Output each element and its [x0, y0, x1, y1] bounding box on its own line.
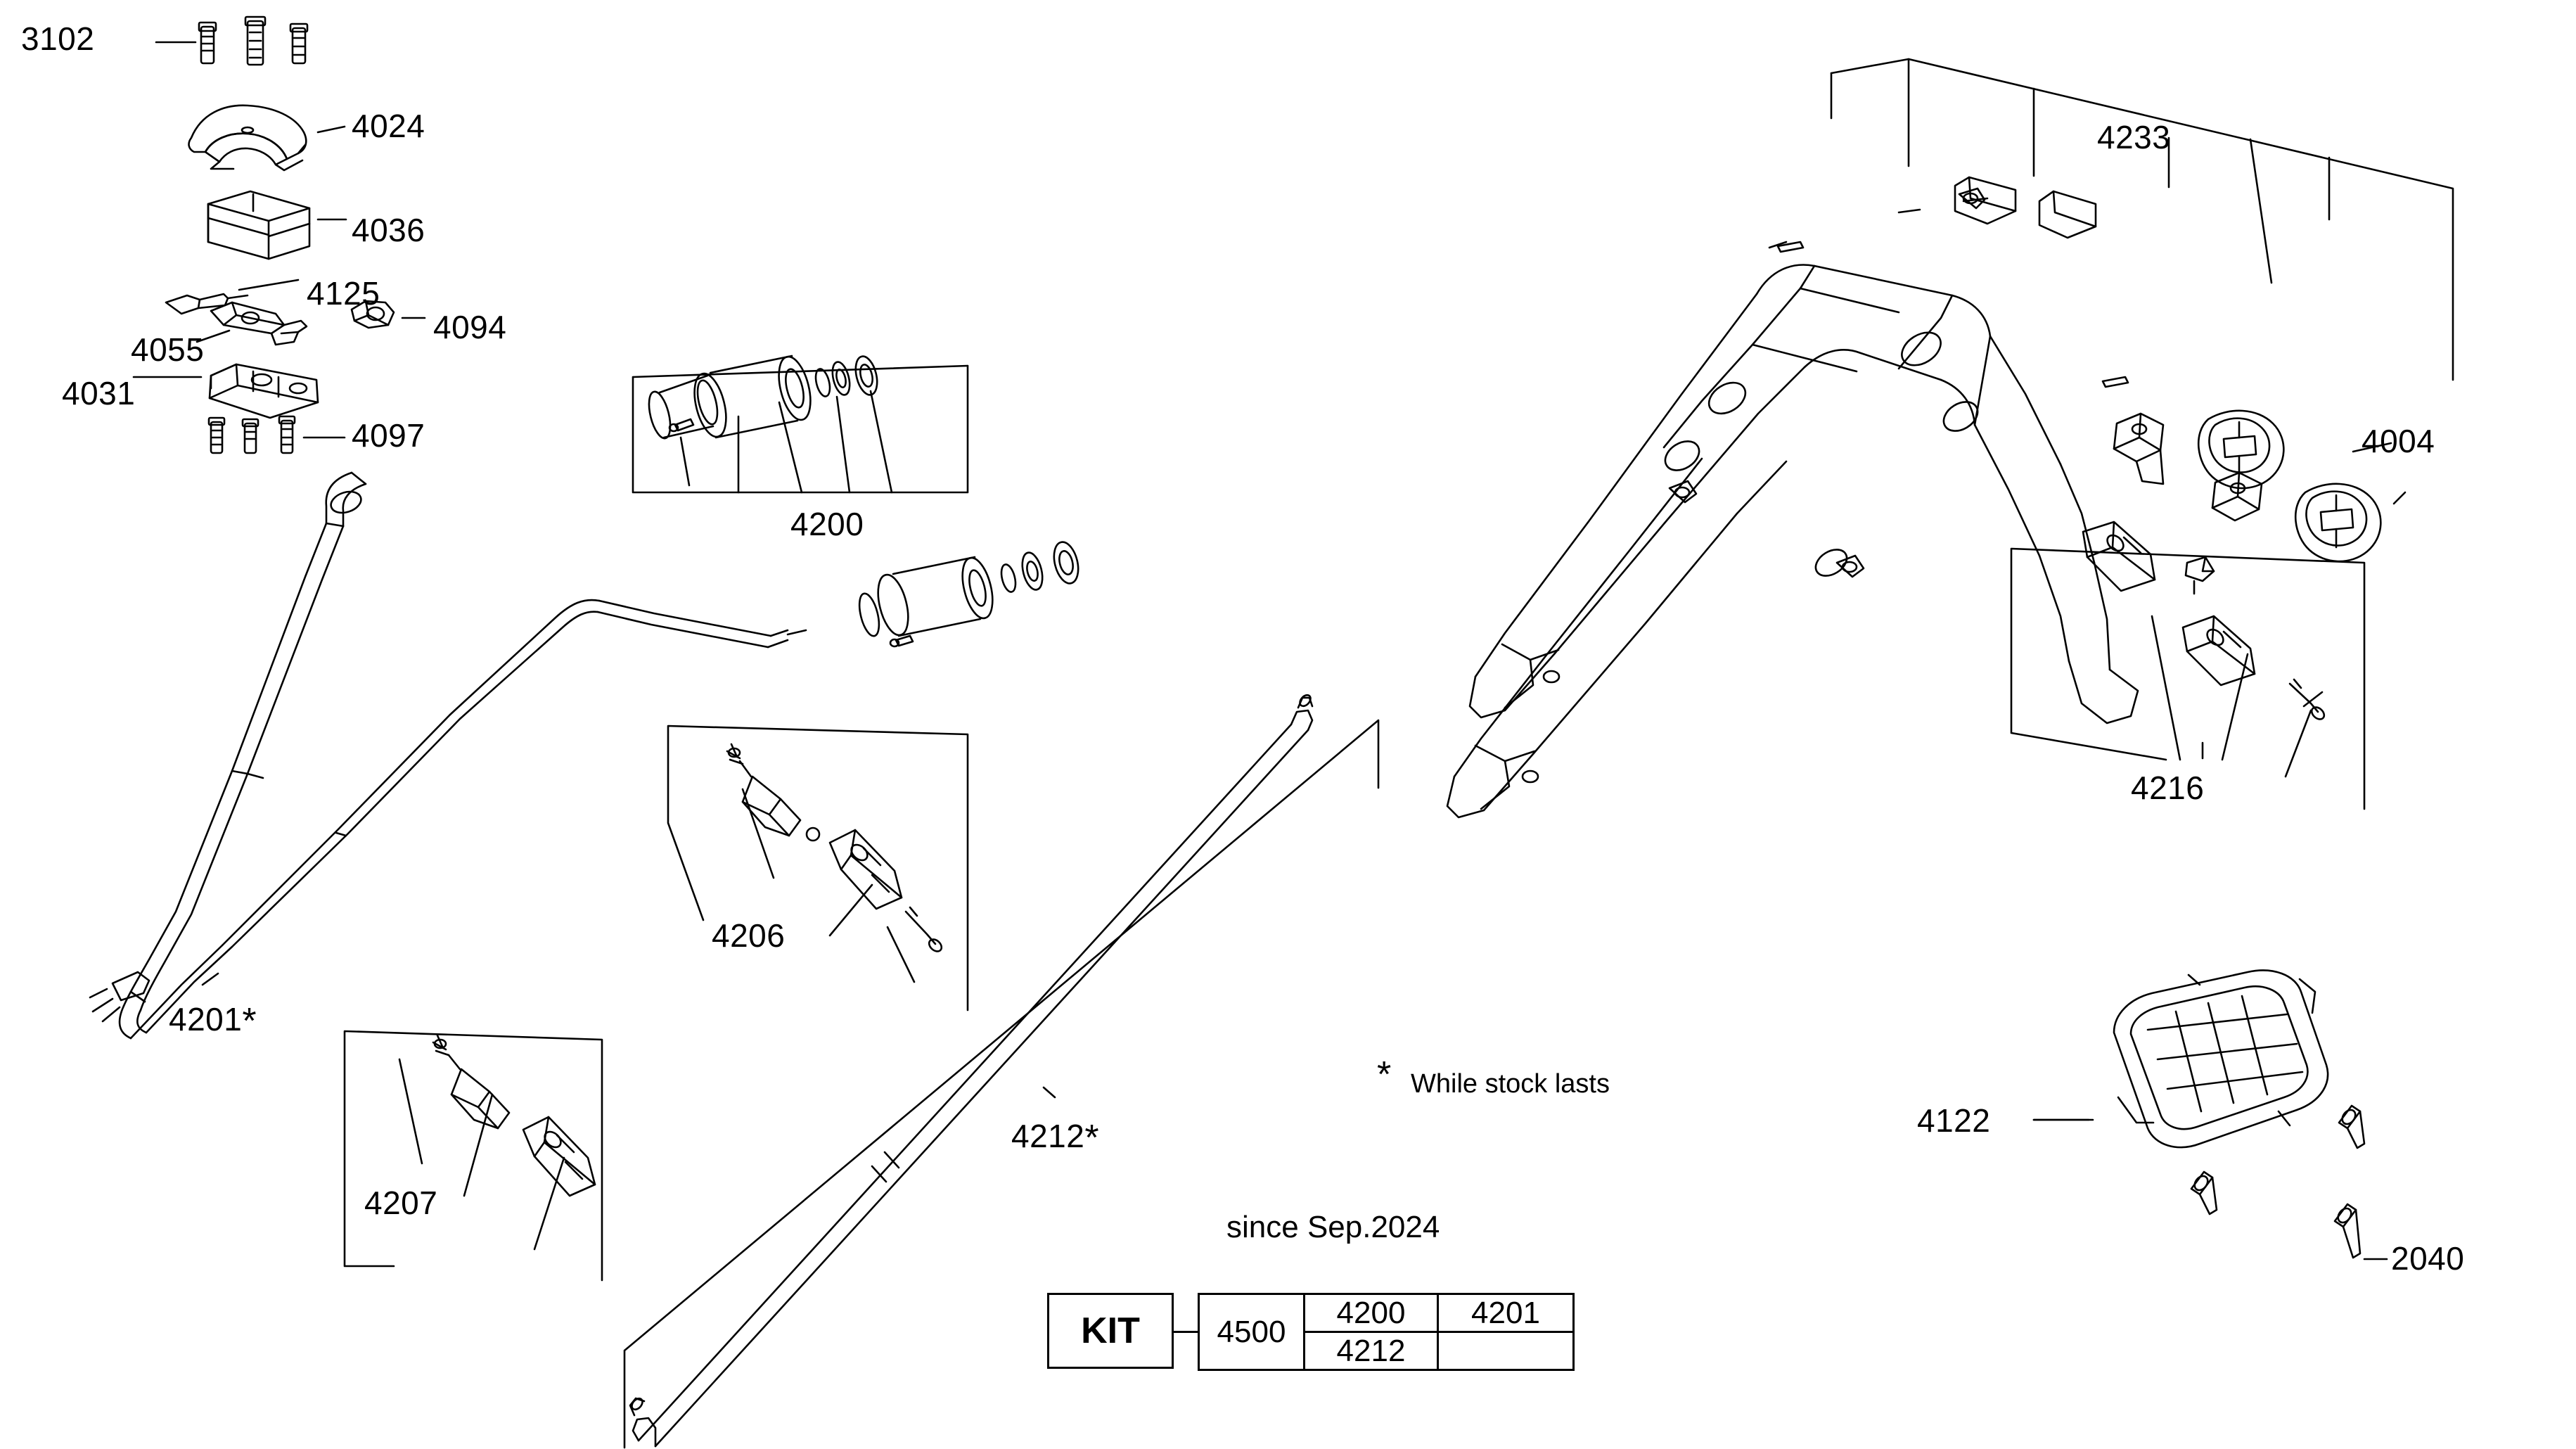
callout-4201	[169, 1000, 257, 1042]
stock-star-4201: *	[242, 1001, 257, 1042]
kit-cell: 4201	[1471, 1295, 1540, 1330]
callout-label: 4097	[352, 417, 425, 454]
callout-label: 4206	[712, 917, 786, 954]
kit-label: KIT	[1081, 1310, 1140, 1351]
callout-label: 4125	[307, 275, 380, 312]
callout-4233	[2097, 118, 2170, 156]
callout-4024	[352, 107, 425, 145]
callout-label: 4036	[352, 212, 425, 248]
callout-4097	[352, 416, 425, 454]
while-stock-lasts-note: While stock lasts	[1411, 1069, 1610, 1099]
callout-4031	[62, 374, 135, 412]
kit-cell: 4212	[1305, 1333, 1439, 1369]
callout-2040	[2391, 1239, 2464, 1277]
callout-4212	[1011, 1117, 1100, 1158]
kit-label-box	[1047, 1293, 1174, 1369]
callout-label: 4200	[790, 506, 864, 542]
kit-number-cell	[1200, 1295, 1305, 1369]
callout-4036	[352, 211, 425, 249]
callout-label: 4201	[169, 1001, 243, 1038]
callout-4207	[364, 1184, 437, 1222]
kit-table	[1047, 1293, 1575, 1371]
callout-label: 4024	[352, 108, 425, 144]
while-stock-lasts-star: *	[1377, 1054, 1392, 1095]
callout-4122	[1917, 1102, 1990, 1140]
callout-label: 4216	[2131, 770, 2205, 806]
callout-4216	[2131, 769, 2204, 807]
kit-cell: 4200	[1305, 1295, 1439, 1331]
kit-parts-grid	[1305, 1295, 1572, 1369]
callout-label: 4094	[433, 309, 507, 345]
callout-4004	[2362, 422, 2435, 460]
callout-label: 4233	[2097, 119, 2171, 155]
stock-star-4212: *	[1084, 1118, 1100, 1158]
callout-4094	[433, 308, 506, 346]
callout-label: 2040	[2391, 1240, 2465, 1277]
kit-number: 4500	[1217, 1314, 1286, 1349]
kit-row	[1305, 1295, 1572, 1333]
callout-label: 4212	[1011, 1118, 1085, 1154]
callout-label: 4122	[1917, 1102, 1991, 1139]
callout-label: 4004	[2362, 423, 2435, 459]
since-date-note: since Sep.2024	[1226, 1210, 1440, 1244]
callout-3102	[21, 20, 94, 58]
callout-label: 4055	[131, 331, 205, 368]
callout-label: 4031	[62, 375, 136, 411]
callout-4055	[131, 331, 204, 369]
callout-label: 3102	[21, 20, 95, 57]
kit-cell	[1439, 1333, 1572, 1369]
kit-connector-line	[1174, 1293, 1198, 1369]
kit-grid	[1198, 1293, 1575, 1371]
callout-4200	[790, 505, 864, 543]
callout-4206	[712, 917, 785, 955]
callout-label: 4207	[364, 1185, 438, 1221]
callout-4125	[307, 274, 380, 312]
kit-row	[1305, 1333, 1572, 1369]
